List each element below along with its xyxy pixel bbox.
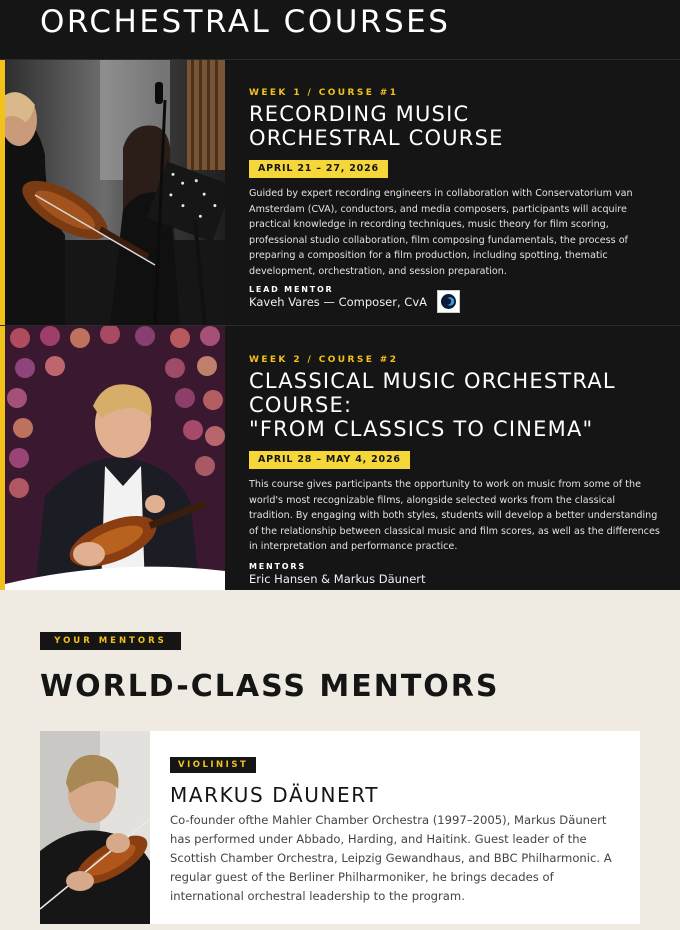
section-tag: YOUR MENTORS: [40, 632, 181, 650]
page-title: ORCHESTRAL COURSES: [40, 4, 451, 40]
course-description: Guided by expert recording engineers in collaboration with Conservatorium van Amsterdam (CVA), conductors, and media composers, participants will acquire practical knowledge in recording techniques, music theory for film scoring, professional studio collaboration, film composing fundamentals, the process of preparing a composition for a film production, including spotting, thematic development, orchestration, and session preparation.: [249, 188, 633, 277]
mentor-card: [40, 731, 640, 924]
mentor-bio: Co-founder ofthe Mahler Chamber Orchestra (1997–2005), Markus Däunert has performed under Abbado, Harding, and Haitink. Guest leader of the Scottish Chamber Orchestra, Leipzig Gewandhaus, and BBC Philharmonic. A regular guest of the Berliner Philharmoniker, he brings decades of international orchestral leadership to the program.: [170, 813, 612, 903]
course-title: [249, 369, 660, 441]
mentor-role-label: LEAD MENTOR: [249, 284, 334, 294]
course-1-photo: [5, 60, 225, 325]
course-title-line-1: CLASSICAL MUSIC ORCHESTRAL COURSE:: [249, 369, 616, 417]
course-title-line-2: "FROM CLASSICS TO CINEMA": [249, 417, 594, 441]
mentor-card-name: MARKUS DÄUNERT: [170, 783, 380, 807]
course-kicker: WEEK 2 / COURSE #2: [249, 355, 399, 365]
cva-logo-icon: [437, 290, 460, 313]
course-kicker: WEEK 1 / COURSE #1: [249, 88, 399, 98]
mentor-photo: [40, 731, 150, 924]
course-2-photo: [5, 326, 225, 590]
course-card-2: [0, 325, 680, 590]
course-1-body: [249, 87, 660, 310]
course-card-1: [0, 59, 680, 325]
course-title-line-1: RECORDING MUSIC: [249, 102, 470, 126]
section-heading: WORLD-CLASS MENTORS: [40, 669, 500, 704]
course-description: This course gives participants the opportunity to work on music from some of the world's most recognizable films, alongside selected works from the classical tradition. By engaging with both styles, students will develop a better understanding of the relationship between classical music and film scores, as well as the differences in interpretation and performance practice.: [249, 479, 660, 553]
mentor-name: Kaveh Vares — Composer, CvA: [249, 294, 427, 309]
date-badge: APRIL 21 – 27, 2026: [249, 160, 388, 178]
mentor-body: [170, 752, 622, 906]
course-title-line-2: ORCHESTRAL COURSE: [249, 126, 504, 150]
course-title: [249, 102, 660, 150]
mentor-name: Eric Hansen & Markus Däunert: [249, 571, 426, 586]
course-2-body: [249, 354, 660, 587]
date-badge: APRIL 28 – MAY 4, 2026: [249, 451, 410, 469]
mentor-role-badge: VIOLINIST: [170, 757, 256, 773]
mentor-role-label: MENTORS: [249, 561, 306, 571]
